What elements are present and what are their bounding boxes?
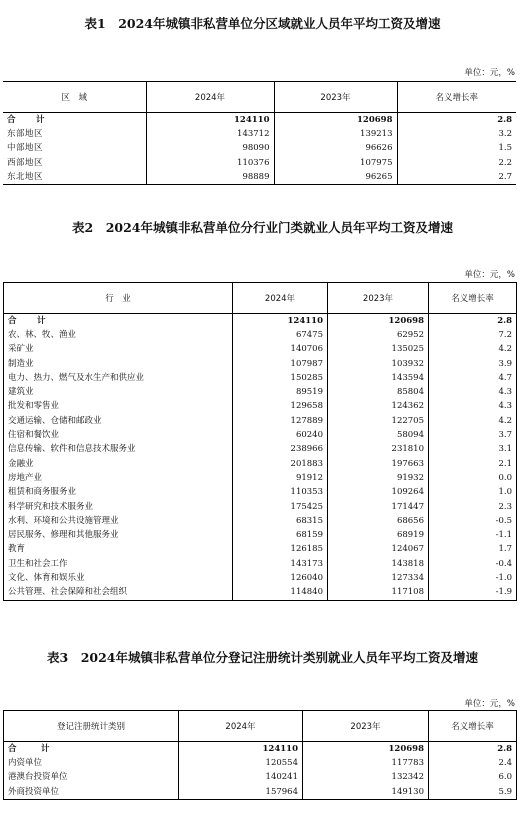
header-region: 区 域 <box>3 82 146 113</box>
value-2024: 126185 <box>233 543 328 557</box>
header-2023: 2023年 <box>274 82 397 113</box>
table-row <box>4 385 517 399</box>
row-label: 租赁和商务服务业 <box>8 487 77 498</box>
table-row <box>4 414 517 428</box>
value-2024: 124110 <box>146 113 274 128</box>
table2-header-row <box>4 283 517 314</box>
value-2024: 60240 <box>233 428 328 442</box>
value-2023: 127334 <box>328 571 429 585</box>
growth-rate: 2.8 <box>429 314 517 329</box>
value-2024: 157964 <box>179 785 303 800</box>
table-row <box>4 471 517 485</box>
value-2023: 62952 <box>328 328 429 342</box>
value-2023: 149130 <box>303 785 429 800</box>
header-2023: 2023年 <box>328 283 429 314</box>
growth-rate: 6.0 <box>429 771 517 785</box>
table2-title: 表2 2024年城镇非私营单位分行业门类就业人员年平均工资及增速 <box>72 220 453 235</box>
growth-rate: 3.7 <box>429 428 517 442</box>
row-label: 交通运输、仓储和邮政业 <box>8 415 102 426</box>
row-label: 内资单位 <box>8 757 43 768</box>
value-2023: 143594 <box>328 371 429 385</box>
total-row <box>3 113 516 128</box>
table-row <box>4 500 517 514</box>
value-2023: 124362 <box>328 400 429 414</box>
table-row <box>4 785 517 800</box>
value-2024: 114840 <box>233 586 328 601</box>
row-label: 文化、体育和娱乐业 <box>8 572 85 583</box>
header-registration-type: 登记注册统计类别 <box>4 711 179 742</box>
table3-title: 表3 2024年城镇非私营单位分登记注册统计类别就业人员年平均工资及增速 <box>47 650 478 665</box>
value-2023: 143818 <box>328 557 429 571</box>
table-row <box>4 400 517 414</box>
value-2023: 68919 <box>328 528 429 542</box>
value-2023: 117783 <box>303 756 429 770</box>
header-growth: 名义增长率 <box>397 82 516 113</box>
table-row <box>4 528 517 542</box>
value-2024: 98090 <box>146 142 274 156</box>
growth-rate: -0.4 <box>429 557 517 571</box>
growth-rate: -1.9 <box>429 586 517 601</box>
row-label: 居民服务、修理和其他服务业 <box>8 530 119 541</box>
table-row <box>4 771 517 785</box>
row-label: 制造业 <box>8 358 34 369</box>
row-label: 批发和零售业 <box>8 401 60 412</box>
growth-rate: 7.2 <box>429 328 517 342</box>
table-row <box>3 127 516 141</box>
row-label: 水利、环境和公共设施管理业 <box>8 515 119 526</box>
value-2024: 143712 <box>146 127 274 141</box>
table-row <box>4 328 517 342</box>
table-row <box>4 557 517 571</box>
value-2024: 140706 <box>233 343 328 357</box>
value-2024: 127889 <box>233 414 328 428</box>
growth-rate: 4.2 <box>429 414 517 428</box>
table-row <box>4 371 517 385</box>
value-2024: 89519 <box>233 385 328 399</box>
header-industry: 行 业 <box>4 283 233 314</box>
table-row <box>3 170 516 185</box>
value-2024: 91912 <box>233 471 328 485</box>
value-2024: 124110 <box>233 314 328 329</box>
row-label: 农、林、牧、渔业 <box>8 329 77 340</box>
header-2024: 2024年 <box>233 283 328 314</box>
growth-rate: 3.1 <box>429 443 517 457</box>
table3-unit: 单位：元，% <box>464 699 515 709</box>
growth-rate: 3.2 <box>397 127 516 141</box>
table-row <box>4 443 517 457</box>
value-2023: 68656 <box>328 514 429 528</box>
value-2024: 140241 <box>179 771 303 785</box>
table3-header-row <box>4 711 517 742</box>
growth-rate: 1.0 <box>429 486 517 500</box>
value-2023: 122705 <box>328 414 429 428</box>
header-2023: 2023年 <box>303 711 429 742</box>
value-2024: 143173 <box>233 557 328 571</box>
table-row <box>4 756 517 770</box>
row-label: 采矿业 <box>8 344 34 355</box>
table-row <box>4 586 517 601</box>
growth-rate: 4.7 <box>429 371 517 385</box>
growth-rate: 2.1 <box>429 457 517 471</box>
table-row <box>4 486 517 500</box>
header-growth: 名义增长率 <box>429 711 517 742</box>
growth-rate: 4.3 <box>429 400 517 414</box>
value-2024: 150285 <box>233 371 328 385</box>
value-2023: 96626 <box>274 142 397 156</box>
value-2024: 110376 <box>146 156 274 170</box>
value-2024: 110353 <box>233 486 328 500</box>
value-2023: 132342 <box>303 771 429 785</box>
row-label: 东部地区 <box>7 128 44 139</box>
growth-rate: 2.8 <box>397 113 516 128</box>
value-2023: 58094 <box>328 428 429 442</box>
growth-rate: 2.4 <box>429 756 517 770</box>
value-2024: 68159 <box>233 528 328 542</box>
row-label: 合 计 <box>8 743 58 754</box>
value-2024: 107987 <box>233 357 328 371</box>
table-row <box>3 142 516 156</box>
table-row <box>4 343 517 357</box>
table-row <box>4 357 517 371</box>
row-label: 中部地区 <box>7 143 44 154</box>
growth-rate: 2.3 <box>429 500 517 514</box>
value-2023: 231810 <box>328 443 429 457</box>
value-2024: 238966 <box>233 443 328 457</box>
table-row <box>4 457 517 471</box>
value-2023: 107975 <box>274 156 397 170</box>
row-label: 外商投资单位 <box>8 786 60 797</box>
value-2023: 109264 <box>328 486 429 500</box>
growth-rate: 2.8 <box>429 742 517 757</box>
value-2023: 120698 <box>303 742 429 757</box>
value-2023: 120698 <box>274 113 397 128</box>
row-label: 电力、热力、燃气及水生产和供应业 <box>8 372 145 383</box>
growth-rate: -0.5 <box>429 514 517 528</box>
row-label: 科学研究和技术服务业 <box>8 501 94 512</box>
value-2023: 103932 <box>328 357 429 371</box>
value-2024: 124110 <box>179 742 303 757</box>
value-2024: 129658 <box>233 400 328 414</box>
growth-rate: 2.7 <box>397 170 516 185</box>
value-2024: 126040 <box>233 571 328 585</box>
value-2023: 139213 <box>274 127 397 141</box>
value-2023: 124067 <box>328 543 429 557</box>
value-2024: 67475 <box>233 328 328 342</box>
row-label: 金融业 <box>8 458 34 469</box>
value-2023: 91932 <box>328 471 429 485</box>
growth-rate: -1.0 <box>429 571 517 585</box>
table3 <box>3 710 517 800</box>
row-label: 建筑业 <box>8 387 34 398</box>
value-2024: 120554 <box>179 756 303 770</box>
value-2023: 135025 <box>328 343 429 357</box>
table1 <box>3 81 516 185</box>
table1-title: 表1 2024年城镇非私营单位分区域就业人员年平均工资及增速 <box>84 16 441 31</box>
table2-unit: 单位：元，% <box>464 270 515 280</box>
value-2024: 98889 <box>146 170 274 185</box>
growth-rate: 3.9 <box>429 357 517 371</box>
table-row <box>4 543 517 557</box>
header-2024: 2024年 <box>179 711 303 742</box>
row-label: 卫生和社会工作 <box>8 558 68 569</box>
row-label: 教育 <box>8 544 26 555</box>
row-label: 信息传输、软件和信息技术服务业 <box>8 444 136 455</box>
growth-rate: 4.2 <box>429 343 517 357</box>
value-2023: 120698 <box>328 314 429 329</box>
row-label: 港澳台投资单位 <box>8 772 68 783</box>
growth-rate: -1.1 <box>429 528 517 542</box>
table-row <box>4 428 517 442</box>
table1-unit: 单位：元，% <box>464 68 515 78</box>
table-row <box>3 156 516 170</box>
value-2023: 117108 <box>328 586 429 601</box>
header-2024: 2024年 <box>146 82 274 113</box>
table2 <box>3 282 517 601</box>
value-2024: 175425 <box>233 500 328 514</box>
value-2023: 197663 <box>328 457 429 471</box>
growth-rate: 0.0 <box>429 471 517 485</box>
growth-rate: 5.9 <box>429 785 517 800</box>
value-2023: 171447 <box>328 500 429 514</box>
growth-rate: 1.7 <box>429 543 517 557</box>
row-label: 合 计 <box>7 114 51 125</box>
row-label: 西部地区 <box>7 157 44 168</box>
header-growth: 名义增长率 <box>429 283 517 314</box>
total-row <box>4 742 517 757</box>
row-label: 住宿和餐饮业 <box>8 430 60 441</box>
row-label: 合 计 <box>8 315 52 326</box>
growth-rate: 4.3 <box>429 385 517 399</box>
value-2023: 96265 <box>274 170 397 185</box>
value-2024: 68315 <box>233 514 328 528</box>
growth-rate: 2.2 <box>397 156 516 170</box>
row-label: 公共管理、社会保障和社会组织 <box>8 587 128 598</box>
table-row <box>4 514 517 528</box>
table-row <box>4 571 517 585</box>
total-row <box>4 314 517 329</box>
row-label: 房地产业 <box>8 472 43 483</box>
row-label: 东北地区 <box>7 171 44 182</box>
value-2024: 201883 <box>233 457 328 471</box>
growth-rate: 1.5 <box>397 142 516 156</box>
value-2023: 85804 <box>328 385 429 399</box>
table1-header-row <box>3 82 516 113</box>
